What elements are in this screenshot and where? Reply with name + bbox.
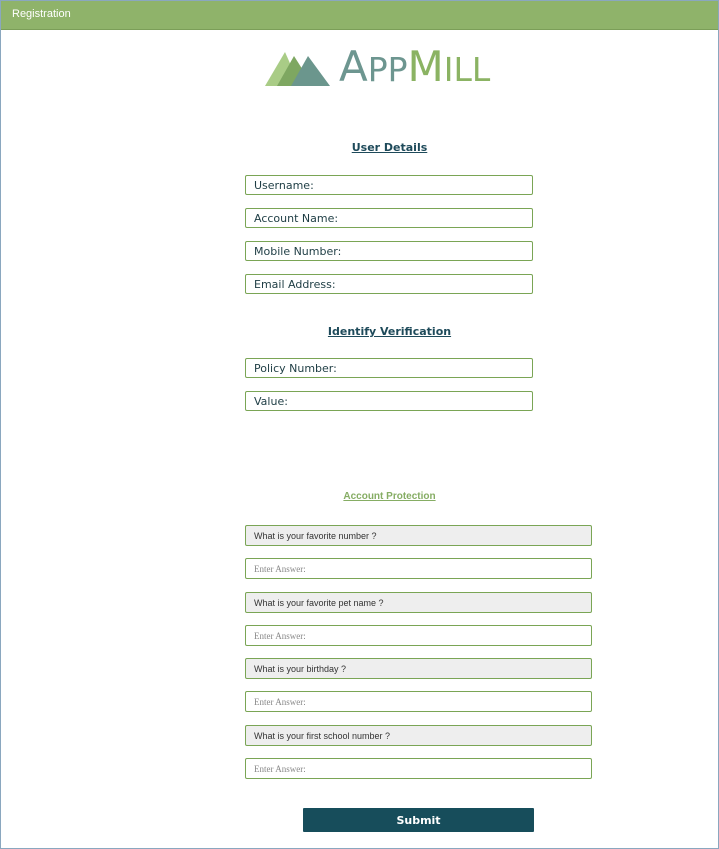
mobile-number-field[interactable]	[245, 241, 533, 261]
security-answer-1-field[interactable]	[245, 558, 592, 579]
security-answer-3-input[interactable]	[246, 692, 591, 711]
title-bar	[1, 1, 718, 30]
security-question-4: What is your first school number ?	[245, 725, 592, 746]
security-question-1: What is your favorite number ?	[245, 525, 592, 546]
email-address-input[interactable]	[246, 275, 532, 293]
security-answer-2-field[interactable]	[245, 625, 592, 646]
email-address-field[interactable]	[245, 274, 533, 294]
username-field[interactable]	[245, 175, 533, 195]
identify-verification-heading: Identify Verification	[327, 325, 452, 338]
security-answer-2-input[interactable]	[246, 626, 591, 645]
user-details-heading: User Details	[351, 141, 428, 154]
value-field[interactable]	[245, 391, 533, 411]
security-answer-4-input[interactable]	[246, 759, 591, 778]
username-input[interactable]	[246, 176, 532, 194]
account-name-field[interactable]	[245, 208, 533, 228]
mobile-number-input[interactable]	[246, 242, 532, 260]
account-protection-heading: Account Protection	[343, 491, 436, 502]
submit-button[interactable]: Submit	[303, 808, 534, 832]
security-answer-1-input[interactable]	[246, 559, 591, 578]
security-answer-4-field[interactable]	[245, 758, 592, 779]
window-title: Registration	[12, 8, 71, 20]
appmill-logo-text: APPMILL	[339, 42, 491, 91]
policy-number-field[interactable]	[245, 358, 533, 378]
security-question-3: What is your birthday ?	[245, 658, 592, 679]
account-name-input[interactable]	[246, 209, 532, 227]
security-answer-3-field[interactable]	[245, 691, 592, 712]
security-question-2: What is your favorite pet name ?	[245, 592, 592, 613]
policy-number-input[interactable]	[246, 359, 532, 377]
value-input[interactable]	[246, 392, 532, 410]
